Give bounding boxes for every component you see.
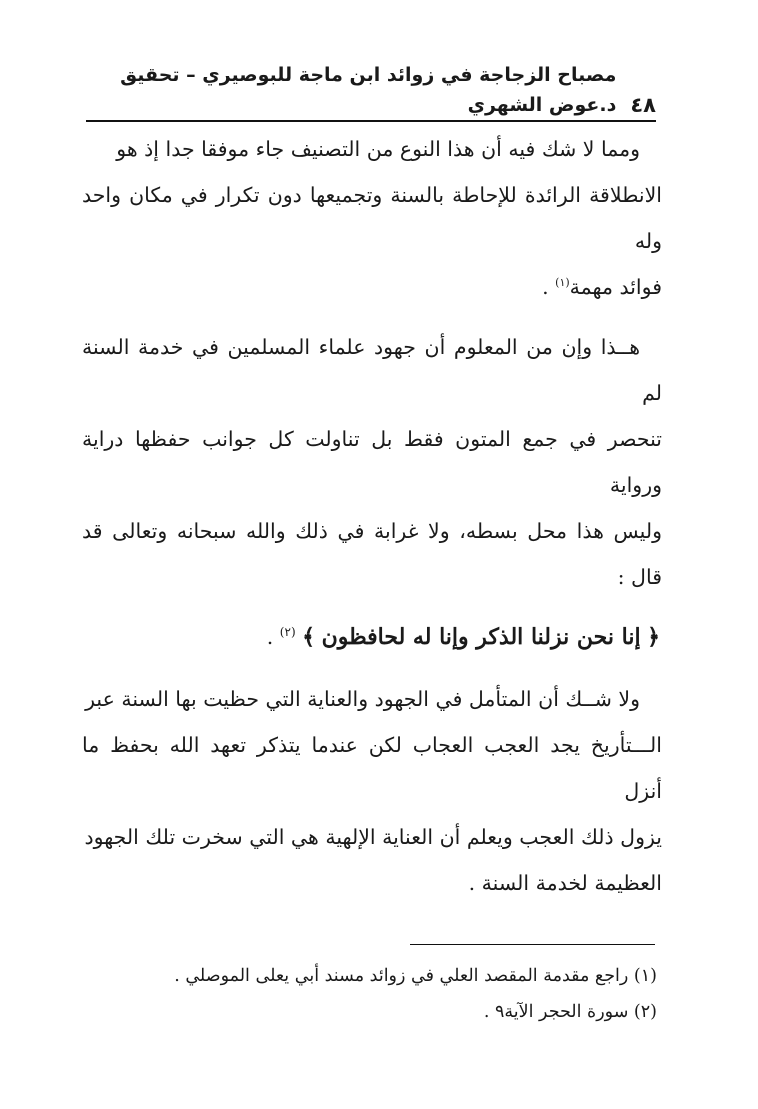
paragraph-1 [82, 126, 662, 310]
paragraph-3-line-4: العظيمة لخدمة السنة . [468, 871, 662, 895]
paragraph-1-line-1: ومما لا شك فيه أن هذا النوع من التصنيف جاء موفقا جدا إذ هو [116, 137, 640, 161]
main-text [82, 126, 662, 918]
paragraph-1-end: . [542, 275, 556, 299]
verse-text: إنا نحن نزلنا الذكر وإنا له لحافظون [321, 624, 641, 650]
paragraph-3 [82, 676, 662, 906]
paragraph-3-line-1: ولا شــك أن المتأمل في الجهود والعناية التي حظيت بها السنة عبر [85, 687, 640, 711]
footnote-divider [410, 944, 655, 945]
paragraph-3-line-3: يزول ذلك العجب ويعلم أن العناية الإلهية هي التي سخرت تلك الجهود [84, 825, 662, 849]
footnotes [82, 958, 657, 1030]
paragraph-2-line-1: هــذا وإن من المعلوم أن جهود علماء المسلمين في خدمة السنة لم [82, 335, 662, 405]
running-header [86, 64, 656, 122]
footnote-ref-2: (٢) [279, 625, 296, 640]
paragraph-1-line-2: الانطلاقة الرائدة للإحاطة بالسنة وتجميعها دون تكرار في مكان واحد وله [82, 183, 662, 253]
paragraph-1-line-3 [82, 264, 662, 310]
paragraph-2 [82, 324, 662, 600]
footnote-ref-1: (١) [555, 276, 570, 290]
header-title: مصباح الزجاجة في زوائد ابن ماجة للبوصيري – تحقيق د.عوض الشهري [120, 64, 617, 116]
paragraph-1-line-3-text: فوائد مهمة [569, 275, 662, 299]
paragraph-2-line-3: وليس هذا محل بسطه، ولا غرابة في ذلك والله سبحانه وتعالى قد قال : [82, 519, 662, 589]
verse-end: . [266, 625, 280, 649]
paragraph-3-line-2: الـــتأريخ يجد العجب العجاب لكن عندما يتذكر تعهد الله بحفظ ما أنزل [82, 733, 662, 803]
quran-verse [82, 612, 662, 662]
footnote-2: (٢) سورة الحجر الآية٩ . [483, 1002, 657, 1022]
verse-open-bracket: ﴿ [647, 624, 660, 650]
verse-close-bracket: ﴾ [302, 624, 316, 650]
paragraph-2-line-2: تنحصر في جمع المتون فقط بل تناولت كل جوانب حفظها دراية ورواية [82, 427, 662, 497]
footnote-1: (١) راجع مقدمة المقصد العلي في زوائد مسند أبي يعلى الموصلي . [174, 966, 657, 986]
page-number: ٤٨ [630, 93, 656, 117]
